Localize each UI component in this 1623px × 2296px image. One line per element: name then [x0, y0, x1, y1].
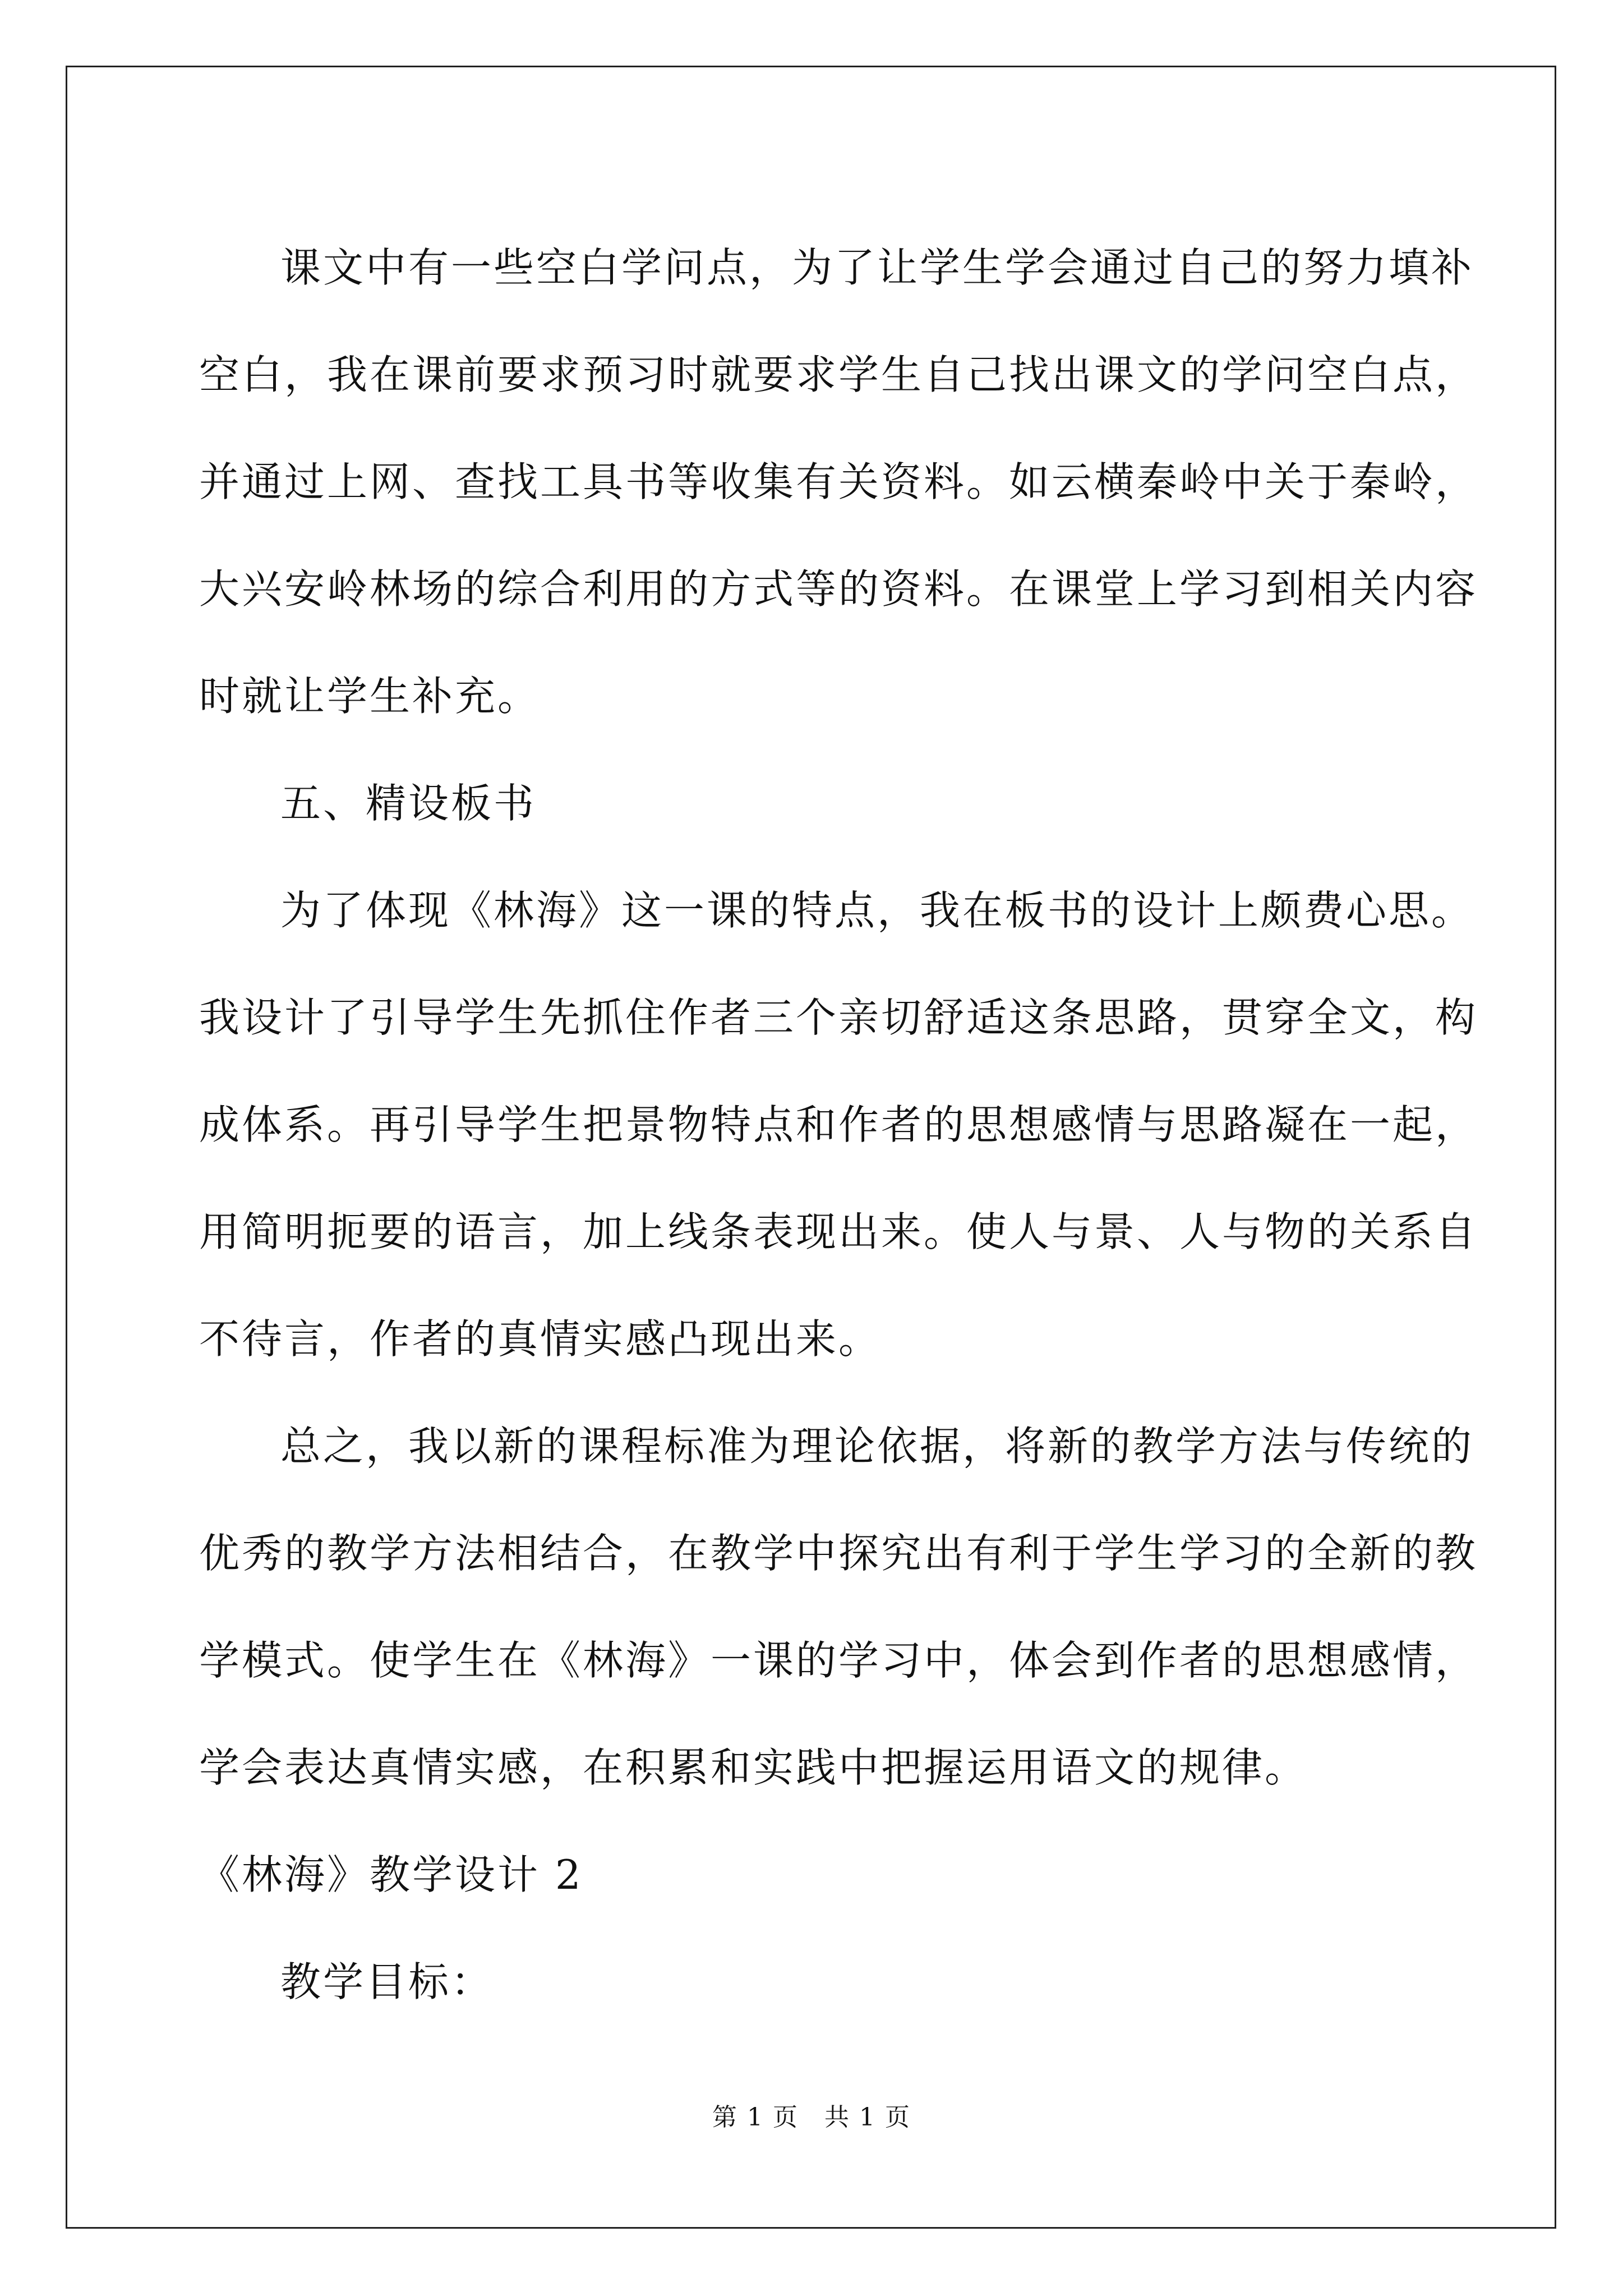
text-line: 大兴安岭林场的综合利用的方式等的资料。在课堂上学习到相关内容	[199, 565, 1478, 613]
text-line: 空白，我在课前要求预习时就要求学生自己找出课文的学问空白点，	[199, 351, 1478, 398]
text-line: 优秀的教学方法相结合，在教学中探究出有利于学生学习的全新的教	[199, 1530, 1478, 1577]
section-heading: 教学目标：	[280, 1958, 494, 2005]
text-line: 成体系。再引导学生把景物特点和作者的思想感情与思路凝在一起，	[199, 1101, 1478, 1148]
text-line: 用简明扼要的语言，加上线条表现出来。使人与景、人与物的关系自	[199, 1208, 1478, 1255]
text-line: 我设计了引导学生先抓住作者三个亲切舒适这条思路，贯穿全文，构	[199, 994, 1478, 1041]
text-line: 课文中有一些空白学问点，为了让学生学会通过自己的努力填补	[280, 244, 1474, 291]
document-title: 《林海》教学设计 2	[199, 1851, 583, 1898]
section-heading: 五、精设板书	[280, 780, 537, 827]
text-line: 总之，我以新的课程标准为理论依据，将新的教学方法与传统的	[280, 1423, 1474, 1470]
document-body	[199, 214, 1478, 2036]
text-line: 时就让学生补充。	[199, 673, 541, 720]
page-footer: 第 1 页 共 1 页	[712, 2103, 911, 2132]
text-line: 学会表达真情实感，在积累和实践中把握运用语文的规律。	[199, 1744, 1308, 1791]
text-line: 不待言，作者的真情实感凸现出来。	[199, 1315, 882, 1363]
text-line: 学模式。使学生在《林海》一课的学习中，体会到作者的思想感情，	[199, 1637, 1478, 1684]
text-line: 并通过上网、查找工具书等收集有关资料。如云横秦岭中关于秦岭，	[199, 458, 1478, 505]
text-line: 为了体现《林海》这一课的特点，我在板书的设计上颇费心思。	[280, 887, 1474, 934]
